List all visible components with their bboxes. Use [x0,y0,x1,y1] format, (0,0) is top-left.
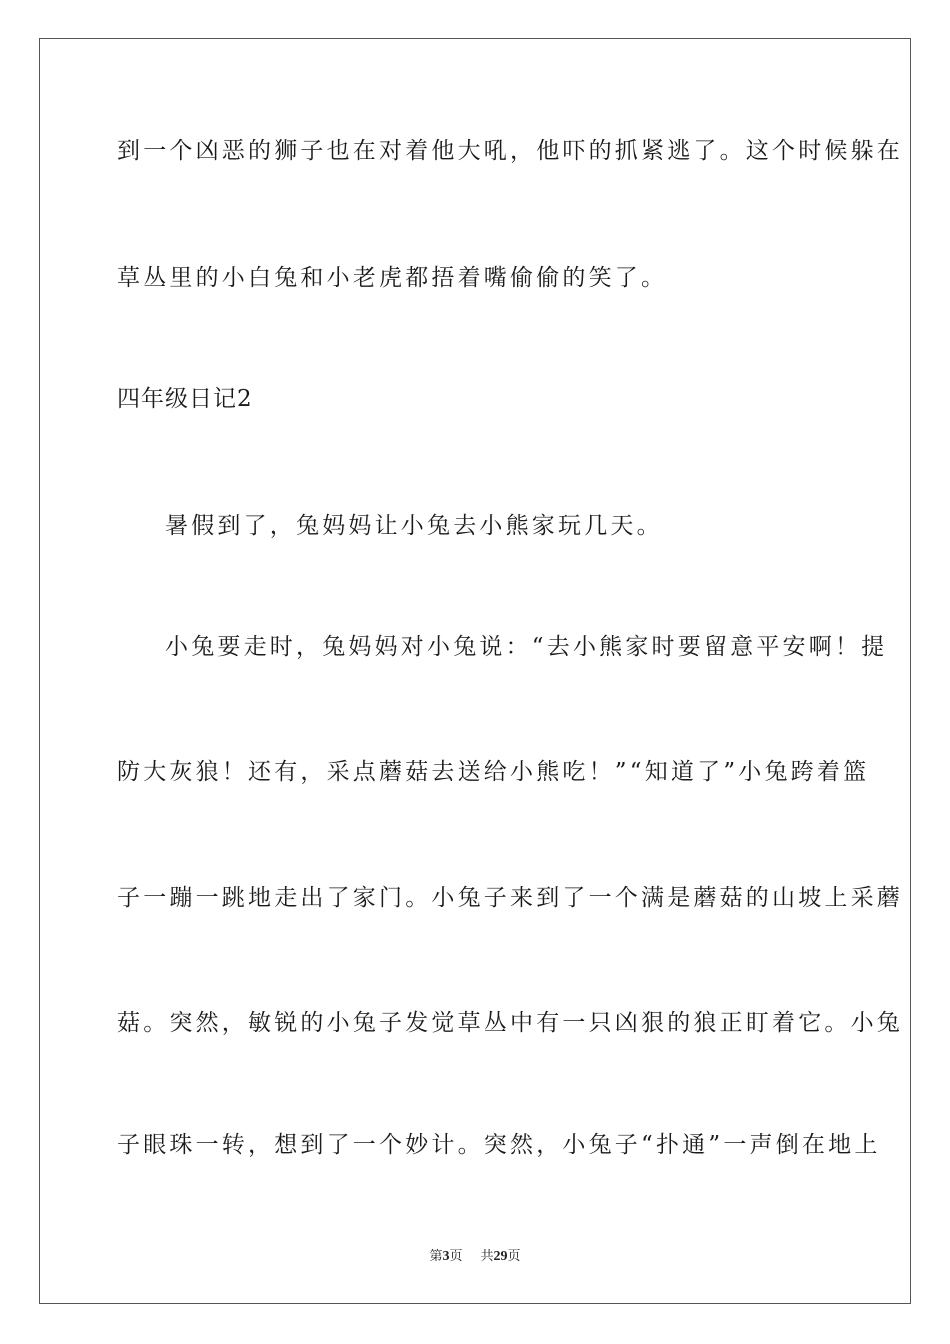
footer-page-number: 3 [442,1249,450,1264]
footer-total-prefix: 共 [480,1249,494,1264]
section-heading: 四年级日记2 [117,386,253,412]
paragraph-line-5: 防大灰狼！还有，采点蘑菇去送给小熊吃！”“知道了”小兔跨着篮 [117,759,870,785]
paragraph-line-3: 暑假到了，兔妈妈让小兔去小熊家玩几天。 [165,513,663,539]
footer-page-suffix: 页 [449,1249,463,1264]
paragraph-line-6: 子一蹦一跳地走出了家门。小兔子来到了一个满是蘑菇的山坡上采蘑 [117,885,903,911]
page-footer [0,1248,950,1266]
paragraph-line-4: 小兔要走时，兔妈妈对小兔说：“去小熊家时要留意平安啊！提 [165,634,888,660]
paragraph-line-1: 到一个凶恶的狮子也在对着他大吼，他吓的抓紧逃了。这个时候躲在 [117,138,903,164]
paragraph-line-2: 草丛里的小白兔和小老虎都捂着嘴偷偷的笑了。 [117,265,668,291]
paragraph-line-8: 子眼珠一转，想到了一个妙计。突然，小兔子“扑通”一声倒在地上 [117,1132,881,1158]
footer-page-prefix: 第 [429,1249,443,1264]
footer-total-pages: 29 [493,1249,508,1264]
footer-total-suffix: 页 [507,1249,521,1264]
paragraph-line-7: 菇。突然，敏锐的小兔子发觉草丛中有一只凶狠的狼正盯着它。小兔 [117,1010,903,1036]
page-border [39,38,911,1304]
